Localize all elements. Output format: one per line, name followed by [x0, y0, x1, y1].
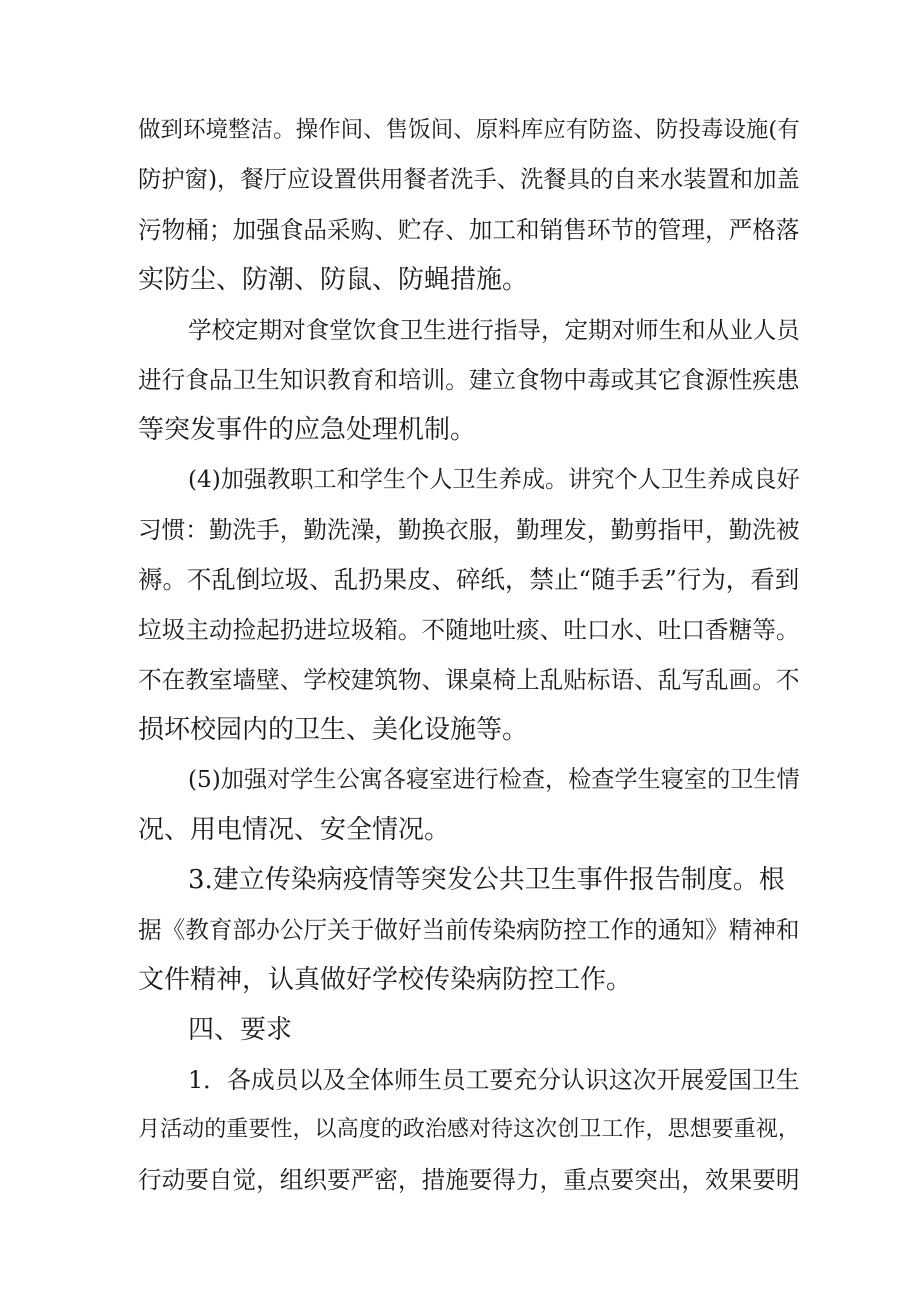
text-line: 损坏校园内的卫生、美化设施等。 [138, 715, 529, 745]
paragraph-first-line: (4)加强教职工和学生个人卫生养成。讲究个人卫生养成良好 [188, 467, 800, 493]
text-line: 文件精神，认真做好学校传染病防控工作。 [138, 965, 633, 995]
text-line: 况、用电情况、安全情况。 [138, 815, 451, 845]
text-line: 据《教育部办公厅关于做好当前传染病防控工作的通知》精神和 [138, 916, 800, 944]
text-line: 习惯：勤洗手，勤洗澡，勤换衣服，勤理发，勤剪指甲，勤洗被 [138, 516, 800, 544]
text-line: 实防尘、防潮、防鼠、防蝇措施。 [138, 265, 529, 295]
paragraph-first-line: 学校定期对食堂饮食卫生进行指导，定期对师生和从业人员 [188, 316, 800, 344]
text-line: 防护窗)，餐厅应设置供用餐者洗手、洗餐具的自来水装置和加盖 [138, 166, 800, 193]
text-line: 月活动的重要性，以高度的政治感对待这次创卫工作，思想要重视， [138, 1117, 800, 1142]
text-line: 等突发事件的应急处理机制。 [138, 415, 477, 445]
text-line: 做到环境整洁。操作间、售饭间、原料库应有防盗、防投毒设施(有 [138, 117, 800, 143]
text-line: 褥。不乱倒垃圾、乱扔果皮、碎纸，禁止“随手丢”行为，看到 [138, 565, 800, 594]
text-line: 进行食品卫生知识教育和培训。建立食物中毒或其它食源性疾患 [138, 366, 800, 394]
text-line: 污物桶；加强食品采购、贮存、加工和销售环节的管理，严格落 [138, 216, 800, 244]
paragraph-first-line: (5)加强对学生公寓各寝室进行检查，检查学生寝室的卫生情 [188, 767, 800, 793]
paragraph-first-line: 1．各成员以及全体师生员工要充分认识这次开展爱国卫生 [188, 1066, 800, 1094]
paragraph-first-line: 3.建立传染病疫情等突发公共卫生事件报告制度。根 [188, 865, 785, 895]
section-heading: 四、要求 [188, 1015, 293, 1045]
text-line: 垃圾主动捡起扔进垃圾箱。不随地吐痰、吐口水、吐口香糖等。 [138, 616, 800, 644]
text-line: 行动要自觉，组织要严密，措施要得力，重点要突出，效果要明 [138, 1166, 800, 1194]
text-line: 不在教室墙壁、学校建筑物、课桌椅上乱贴标语、乱写乱画。不 [138, 666, 800, 694]
